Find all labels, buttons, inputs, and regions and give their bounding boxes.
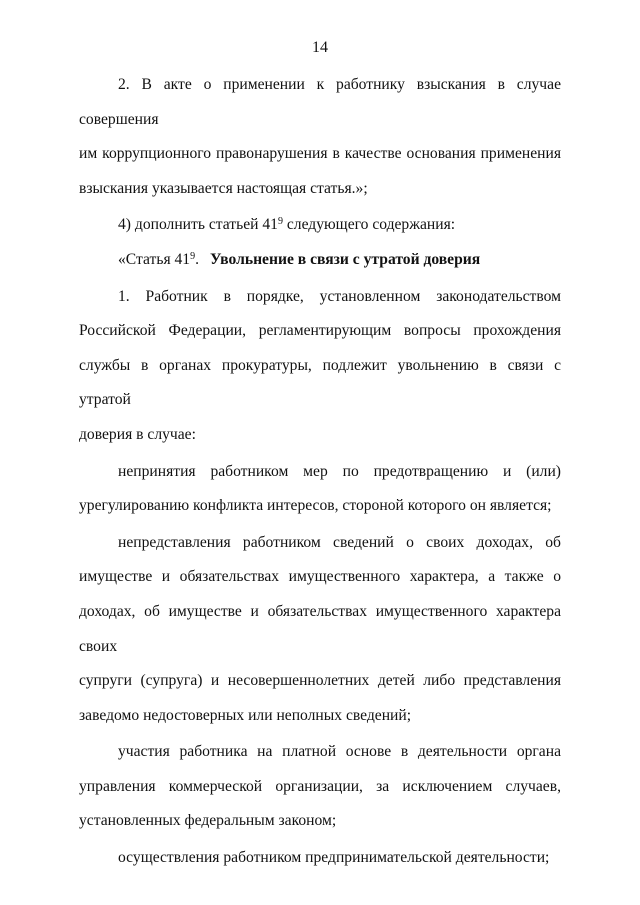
- text-line: урегулированию конфликта интересов, стороной которого он является;: [79, 497, 552, 515]
- page-number: 14: [312, 39, 328, 56]
- item-4-superscript: 9: [277, 216, 283, 228]
- text-line: имуществе и обязательствах имущественного характера, а также о: [79, 568, 561, 586]
- text-line: участия работника на платной основе в деятельности органа: [118, 743, 561, 761]
- text-line: супруги (супруга) и несовершеннолетних детей либо представления: [79, 672, 561, 690]
- item-4-text-end: следующего содержания:: [282, 216, 456, 234]
- list-item-c: [79, 735, 561, 839]
- paragraph-1: [79, 280, 561, 453]
- list-item-a: [79, 455, 561, 524]
- list-item-b: [79, 526, 561, 734]
- text-line: доверия в случае:: [79, 425, 196, 443]
- article-superscript: 9: [190, 250, 196, 262]
- item-4-text: 4) дополнить статьей 41: [118, 216, 278, 234]
- text-line: непринятия работником мер по предотвращению и (или): [118, 462, 561, 480]
- text-line: службы в органах прокуратуры, подлежит увольнению в связи с утратой: [79, 356, 561, 409]
- article-heading: [79, 243, 561, 278]
- paragraph-2: [79, 68, 561, 206]
- item-4: [79, 208, 561, 243]
- text-line: Российской Федерации, регламентирующим вопросы прохождения: [79, 322, 561, 340]
- text-line: им коррупционного правонарушения в качестве основания применения: [79, 145, 561, 163]
- text-line: управления коммерческой организации, за исключением случаев,: [79, 777, 561, 795]
- text-line: 1. Работник в порядке, установленном законодательством: [118, 287, 561, 305]
- list-item-d: [79, 841, 561, 876]
- article-label: «Статья $41^9$.: [118, 250, 200, 268]
- text-line: 2. В акте о применении к работнику взыскания в случае совершения: [79, 76, 561, 128]
- text-line: непредставления работником сведений о своих доходах, об: [118, 533, 561, 551]
- text-line: доходах, об имуществе и обязательствах имущественного характера своих: [79, 602, 561, 655]
- text-line: взыскания указывается настоящая статья.»;: [79, 179, 368, 197]
- article-title: Увольнение в связи с утратой доверия: [210, 250, 481, 268]
- text-line: заведомо недостоверных или неполных сведений;: [79, 706, 412, 724]
- document-body: [79, 68, 561, 876]
- text-line: осуществления работником предпринимательской деятельности;: [118, 849, 550, 867]
- text-line: установленных федеральным законом;: [79, 812, 337, 830]
